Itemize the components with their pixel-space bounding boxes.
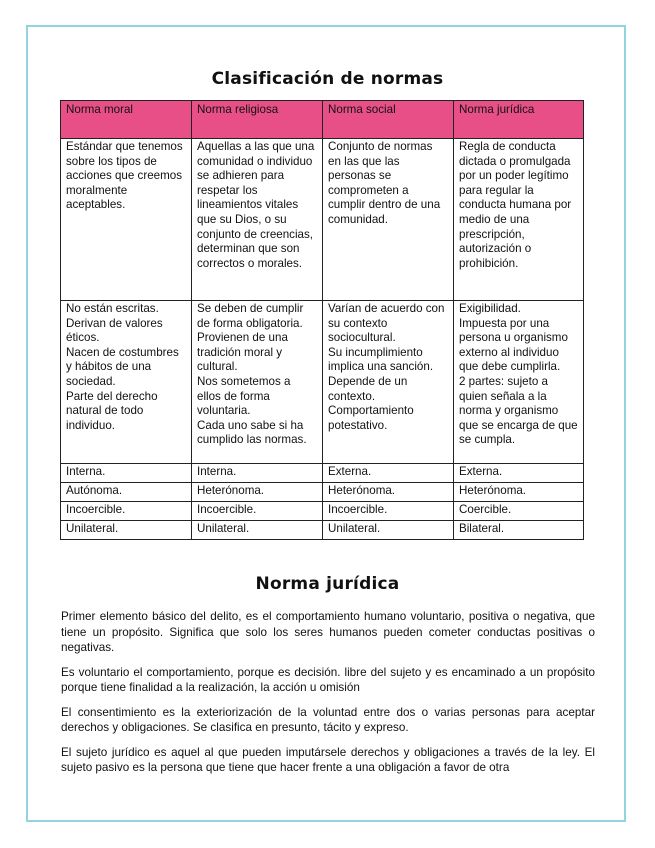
table-cell: Varían de acuerdo con su contexto sociocultural. Su incumplimiento implica una sanción. Depende de un contexto. Comportamiento potestativo. (323, 301, 454, 464)
table-cell: Se deben de cumplir de forma obligatoria. Provienen de una tradición moral y cultural. Nos sometemos a ellos de forma voluntaria. Cada uno sabe si ha cumplido las normas. (192, 301, 323, 464)
table-cell: Heterónoma. (323, 483, 454, 502)
paragraph: Primer elemento básico del delito, es el comportamiento humano voluntario, positiva o negativa, que tiene un propósito. Significa que solo los seres humanos pueden cometer conductas positivas o negativas. (61, 610, 595, 654)
table-cell: Autónoma. (61, 483, 192, 502)
table-row-autonomia (61, 483, 584, 502)
table-cell: Coercible. (454, 502, 584, 521)
paragraph: Es voluntario el comportamiento, porque es decisión. libre del sujeto y es encaminado a un propósito porque tiene finalidad a la realización, la acción u omisión (61, 665, 595, 694)
table-cell: Aquellas a las que una comunidad o individuo se adhieren para respetar los lineamientos vitales que su Dios, o su conjunto de creencias, determinan que son correctos o morales. (192, 139, 323, 301)
table-cell: Interna. (61, 464, 192, 483)
table-cell: Regla de conducta dictada o promulgada por un poder legítimo para regular la conducta humana por medio de una prescripción, autorización o prohibición. (454, 139, 584, 301)
header-norma-moral: Norma moral (61, 101, 192, 139)
paragraph: El sujeto jurídico es aquel al que pueden imputársele derechos y obligaciones a través de la ley. El sujeto pasivo es la persona que tiene que hacer frente a una obligación a favor de otra (61, 745, 595, 774)
table-row-bilateralidad (61, 521, 584, 540)
header-norma-juridica: Norma jurídica (454, 101, 584, 139)
norma-juridica-title: Norma jurídica (255, 574, 400, 594)
table-row-interna-externa (61, 464, 584, 483)
header-norma-social: Norma social (323, 101, 454, 139)
norma-juridica-body (61, 609, 595, 785)
table-cell: Interna. (192, 464, 323, 483)
classification-title: Clasificación de normas (211, 69, 444, 89)
table-cell: Unilateral. (192, 521, 323, 540)
table-row-coercibilidad (61, 502, 584, 521)
table-cell: Unilateral. (323, 521, 454, 540)
table-cell: Unilateral. (61, 521, 192, 540)
table-row-characteristics (61, 301, 584, 464)
table-cell: Incoercible. (192, 502, 323, 521)
table-cell: Incoercible. (61, 502, 192, 521)
table-cell: No están escritas. Derivan de valores éticos. Nacen de costumbres y hábitos de una sociedad. Parte del derecho natural de todo individuo. (61, 301, 192, 464)
table-cell: Incoercible. (323, 502, 454, 521)
table-row-definition (61, 139, 584, 301)
table-cell: Exigibilidad. Impuesta por una persona u organismo externo al individuo que debe cumplirla. 2 partes: sujeto a quien señala a la norma y organismo que se encarga de que se cumpla. (454, 301, 584, 464)
table-cell: Heterónoma. (192, 483, 323, 502)
table-cell: Bilateral. (454, 521, 584, 540)
paragraph: El consentimiento es la exteriorización de la voluntad entre dos o varias personas para aceptar derechos y obligaciones. Se clasifica en presunto, tácito y expreso. (61, 705, 595, 734)
table-cell: Heterónoma. (454, 483, 584, 502)
table-header-row (61, 101, 584, 139)
table-cell: Conjunto de normas en las que las personas se comprometen a cumplir dentro de una comunidad. (323, 139, 454, 301)
table-cell: Estándar que tenemos sobre los tipos de acciones que creemos moralmente aceptables. (61, 139, 192, 301)
header-norma-religiosa: Norma religiosa (192, 101, 323, 139)
table-cell: Externa. (323, 464, 454, 483)
table-cell: Externa. (454, 464, 584, 483)
norms-table (60, 100, 584, 540)
